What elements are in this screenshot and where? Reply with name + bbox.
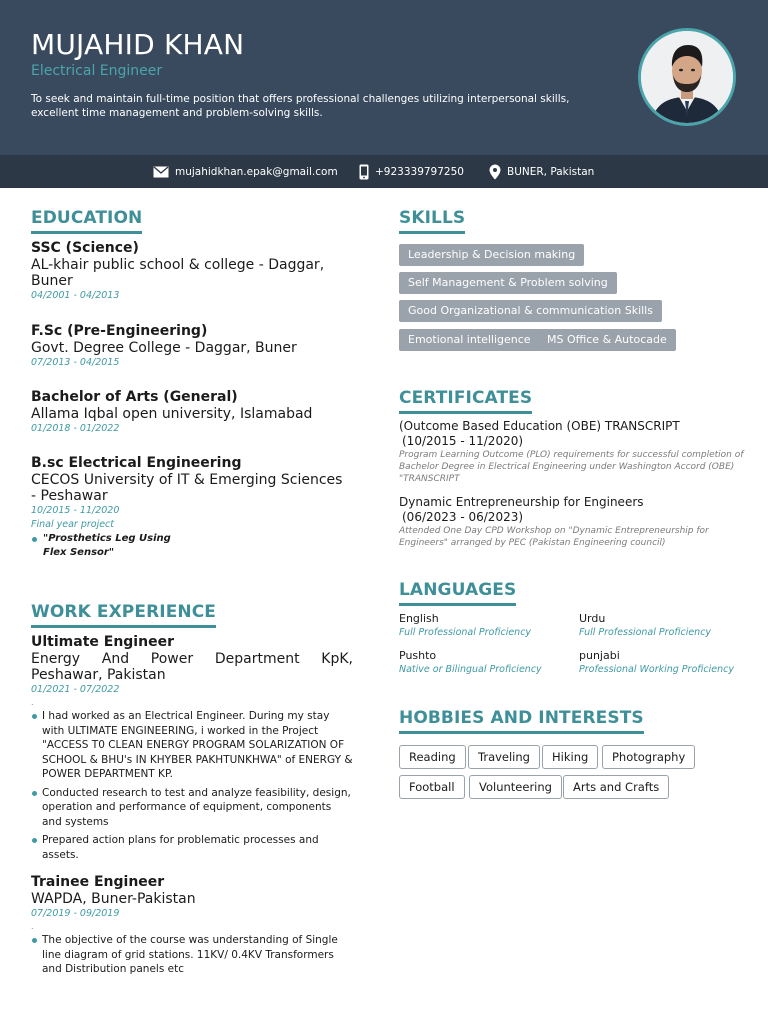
map-pin-icon: [489, 164, 501, 180]
education-date: 04/2001 - 04/2013: [31, 290, 120, 301]
work-experience-heading: WORK EXPERIENCE: [31, 602, 216, 628]
language-name: punjabi: [579, 649, 620, 662]
hobby-tag: Photography: [602, 745, 695, 769]
language-proficiency: Professional Working Proficiency: [579, 664, 734, 675]
hobby-tag: Volunteering: [469, 775, 562, 799]
candidate-name: MUJAHID KHAN: [31, 28, 245, 61]
contact-email[interactable]: [153, 155, 338, 188]
language-proficiency: Full Professional Proficiency: [579, 627, 712, 638]
separator-dot: .: [31, 922, 34, 931]
profile-photo: [638, 28, 736, 126]
certificates-heading: CERTIFICATES: [399, 388, 532, 414]
job-task: Conducted research to test and analyze feasibility, design, operation and performance of equipment, components and systems: [31, 786, 353, 830]
job-task-list: [31, 933, 353, 977]
school-name: Govt. Degree College - Daggar, Buner: [31, 340, 297, 356]
job-title: Ultimate Engineer: [31, 634, 174, 650]
language-name: Pushto: [399, 649, 437, 662]
certificate-description: Attended One Day CPD Workshop on "Dynamic Entrepreneurship for Engineers" arranged by PEC (Pakistan Engineering council): [399, 526, 709, 548]
job-date: 07/2019 - 09/2019: [31, 908, 120, 919]
project-title-line: Flex Sensor": [43, 547, 115, 558]
education-entry: [31, 389, 351, 436]
certificate-date: (06/2023 - 06/2023): [402, 510, 524, 524]
language-entry: [579, 612, 749, 640]
candidate-role: Electrical Engineer: [31, 63, 163, 79]
job-task: The objective of the course was understanding of Single line diagram of grid stations. 11KV/ 0.4KV Transformers and Distribution panels etc: [31, 933, 353, 977]
hobbies-heading: HOBBIES AND INTERESTS: [399, 708, 644, 734]
job-organization: WAPDA, Buner-Pakistan: [31, 891, 196, 907]
job-entry: [31, 634, 353, 866]
education-entry: [31, 323, 351, 370]
language-proficiency: Full Professional Proficiency: [399, 627, 532, 638]
job-title: Trainee Engineer: [31, 874, 165, 890]
education-entry: [31, 455, 351, 560]
hobby-tag: Hiking: [542, 745, 598, 769]
certificate-description: Program Learning Outcome (PLO) requirements for successful completion of Bachelor Degree in Electrical Engineering under Washington Accord (OBE) "TRANSCRIPT: [399, 450, 744, 484]
hobby-tag: Traveling: [468, 745, 540, 769]
location-text: BUNER, Pakistan: [507, 165, 595, 178]
education-heading: EDUCATION: [31, 208, 142, 234]
certificate-name: (Outcome Based Education (OBE) TRANSCRIPT: [399, 419, 680, 433]
school-name: AL-khair public school & college - Daggar, Buner: [31, 257, 325, 289]
language-entry: [399, 649, 569, 677]
certificate-name: Dynamic Entrepreneurship for Engineers: [399, 495, 644, 509]
job-date: 01/2021 - 07/2022: [31, 684, 120, 695]
language-entry: [579, 649, 749, 677]
hobby-tag: Football: [399, 775, 465, 799]
language-name: English: [399, 612, 439, 625]
final-year-project-label: Final year project: [31, 519, 114, 530]
job-task: I had worked as an Electrical Engineer. During my stay with ULTIMATE ENGINEERING, i worked in the Project "ACCESS T0 CLEAN ENERGY PROGRAM SOLARIZATION OF SCHOOL & BHU's IN KHYBER PAKHTUNKHWA" of ENERGY & POWER DEPARTMENT KP.: [31, 709, 353, 782]
project-title-line: "Prosthetics Leg Using: [43, 533, 171, 544]
resume-header: [0, 0, 768, 155]
contact-phone[interactable]: [359, 155, 464, 188]
skill-tag: Leadership & Decision making: [399, 244, 584, 266]
degree-title: Bachelor of Arts (General): [31, 389, 238, 405]
degree-title: F.Sc (Pre-Engineering): [31, 323, 208, 339]
contact-location: [489, 155, 594, 188]
email-text: mujahidkhan.epak@gmail.com: [175, 165, 338, 178]
languages-heading: LANGUAGES: [399, 580, 516, 606]
mobile-phone-icon: [359, 164, 369, 180]
hobby-tag: Arts and Crafts: [563, 775, 669, 799]
phone-text: +923339797250: [375, 165, 464, 178]
skill-tag: Good Organizational & communication Skills: [399, 300, 662, 322]
skill-tag: MS Office & Autocade: [538, 329, 676, 351]
language-name: Urdu: [579, 612, 606, 625]
certificate-entry: [399, 419, 744, 485]
language-proficiency: Native or Bilingual Proficiency: [399, 664, 542, 675]
job-entry: [31, 874, 353, 981]
education-date: 10/2015 - 11/2020: [31, 505, 120, 516]
separator-dot: .: [31, 698, 34, 707]
final-year-project-title: [31, 532, 351, 560]
degree-title: SSC (Science): [31, 240, 139, 256]
job-task-list: [31, 709, 353, 862]
skills-heading: SKILLS: [399, 208, 465, 234]
skill-tag: Self Management & Problem solving: [399, 272, 617, 294]
contact-bar: [0, 155, 768, 188]
job-organization: Energy And Power Department KpK, Peshawar, Pakistan: [31, 651, 353, 683]
degree-title: B.sc Electrical Engineering: [31, 455, 242, 471]
job-task: Prepared action plans for problematic processes and assets.: [31, 833, 353, 862]
certificate-entry: [399, 495, 744, 549]
education-date: 07/2013 - 04/2015: [31, 357, 120, 368]
school-name: Allama Iqbal open university, Islamabad: [31, 406, 313, 422]
education-date: 01/2018 - 01/2022: [31, 423, 120, 434]
language-entry: [399, 612, 569, 640]
education-entry: [31, 240, 351, 303]
career-summary: To seek and maintain full-time position that offers professional challenges utilizing interpersonal skills, excellent time management and problem-solving skills.: [31, 93, 570, 119]
hobby-tag: Reading: [399, 745, 466, 769]
school-name: CECOS University of IT & Emerging Sciences - Peshawar: [31, 472, 343, 504]
skill-tag: Emotional intelligence: [399, 329, 540, 351]
envelope-icon: [153, 166, 169, 178]
certificate-date: (10/2015 - 11/2020): [402, 434, 524, 448]
